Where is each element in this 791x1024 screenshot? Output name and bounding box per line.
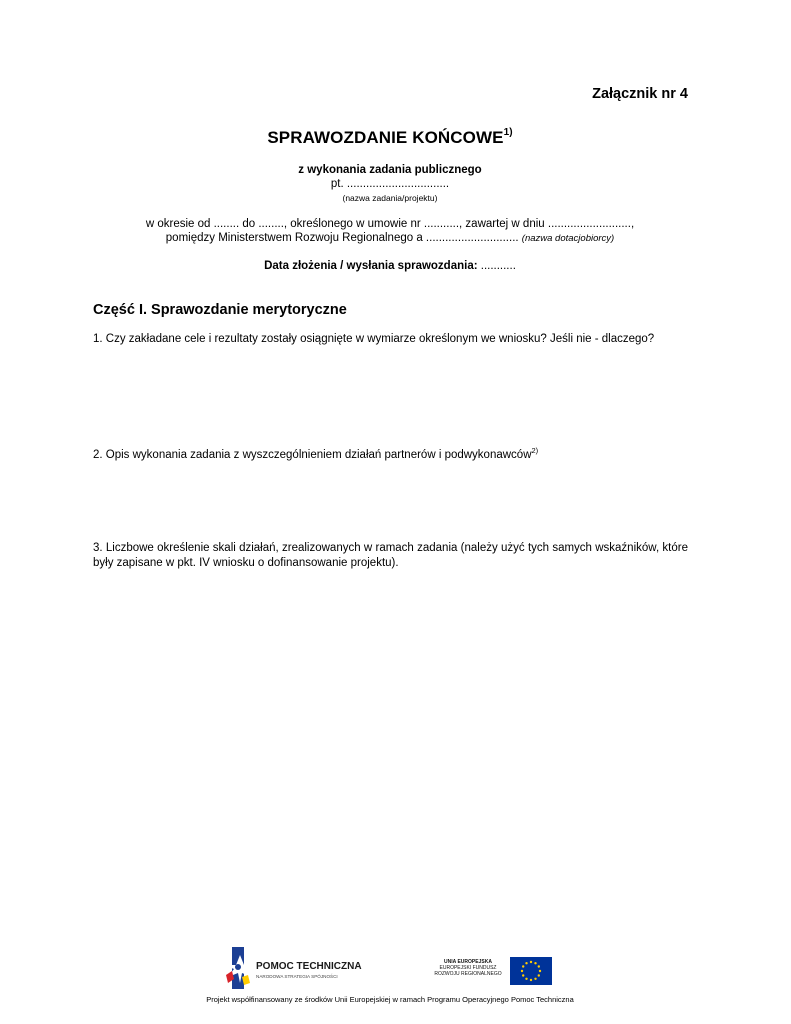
pomoc-techniczna-title: POMOC TECHNICZNA (256, 961, 362, 972)
eu-logo-line-1: UNIA EUROPEJSKA (444, 959, 492, 965)
eu-logo-text (430, 959, 506, 977)
period-line-2-text: pomiędzy Ministerstwem Rozwoju Regionalnego a ............................. (165, 232, 519, 244)
report-title-text: SPRAWOZDANIE KOŃCOWE (267, 128, 504, 147)
eu-flag-icon (510, 957, 552, 985)
eu-logo (426, 947, 556, 989)
task-name-line: pt. ................................ (330, 178, 450, 190)
submission-date-line (0, 260, 780, 272)
period-line-2 (0, 232, 780, 244)
report-title (0, 128, 780, 148)
cofinancing-note: Projekt współfinansowany ze środków Unii Europejskiej w ramach Programu Operacyjnego Pomoc Techniczna (206, 995, 574, 1004)
question-1: 1. Czy zakładane cele i rezultaty zostały osiągnięte w wymiarze określonym we wniosku? Jeśli nie - dlaczego? (93, 333, 655, 345)
pomoc-techniczna-subtitle: NARODOWA STRATEGIA SPÓJNOŚCI (256, 974, 338, 979)
section-heading: Część I. Sprawozdanie merytoryczne (93, 302, 347, 318)
question-2-footnote-marker: 2) (531, 446, 539, 455)
eu-logo-line-2: EUROPEJSKI FUNDUSZ (439, 965, 497, 971)
title-footnote-marker: 1) (503, 127, 513, 139)
submission-date-label: Data złożenia / wysłania sprawozdania: (264, 260, 478, 272)
report-subtitle: z wykonania zadania publicznego (298, 164, 482, 176)
eu-logo-line-3: ROZWOJU REGIONALNEGO (434, 971, 502, 977)
submission-date-value: ........... (480, 260, 516, 272)
task-name-note: (nazwa zadania/projektu) (342, 193, 438, 203)
pomoc-techniczna-logo (222, 947, 362, 989)
annex-label: Załącznik nr 4 (592, 86, 688, 102)
question-2-text: 2. Opis wykonania zadania z wyszczególnieniem działań partnerów i podwykonawców (93, 448, 532, 461)
beneficiary-note: (nazwa dotacjobiorcy) (521, 233, 615, 244)
nss-star-icon (222, 947, 254, 989)
footer-logos (0, 942, 791, 992)
question-2 (93, 444, 688, 462)
period-line-1: w okresie od ........ do ........, określonego w umowie nr ..........., zawartej w dniu .........................., (145, 218, 635, 230)
question-3: 3. Liczbowe określenie skali działań, zrealizowanych w ramach zadania (należy użyć tych samych wskaźników, które były zapisane w pkt. IV wniosku o dofinansowanie projektu). (93, 542, 688, 569)
